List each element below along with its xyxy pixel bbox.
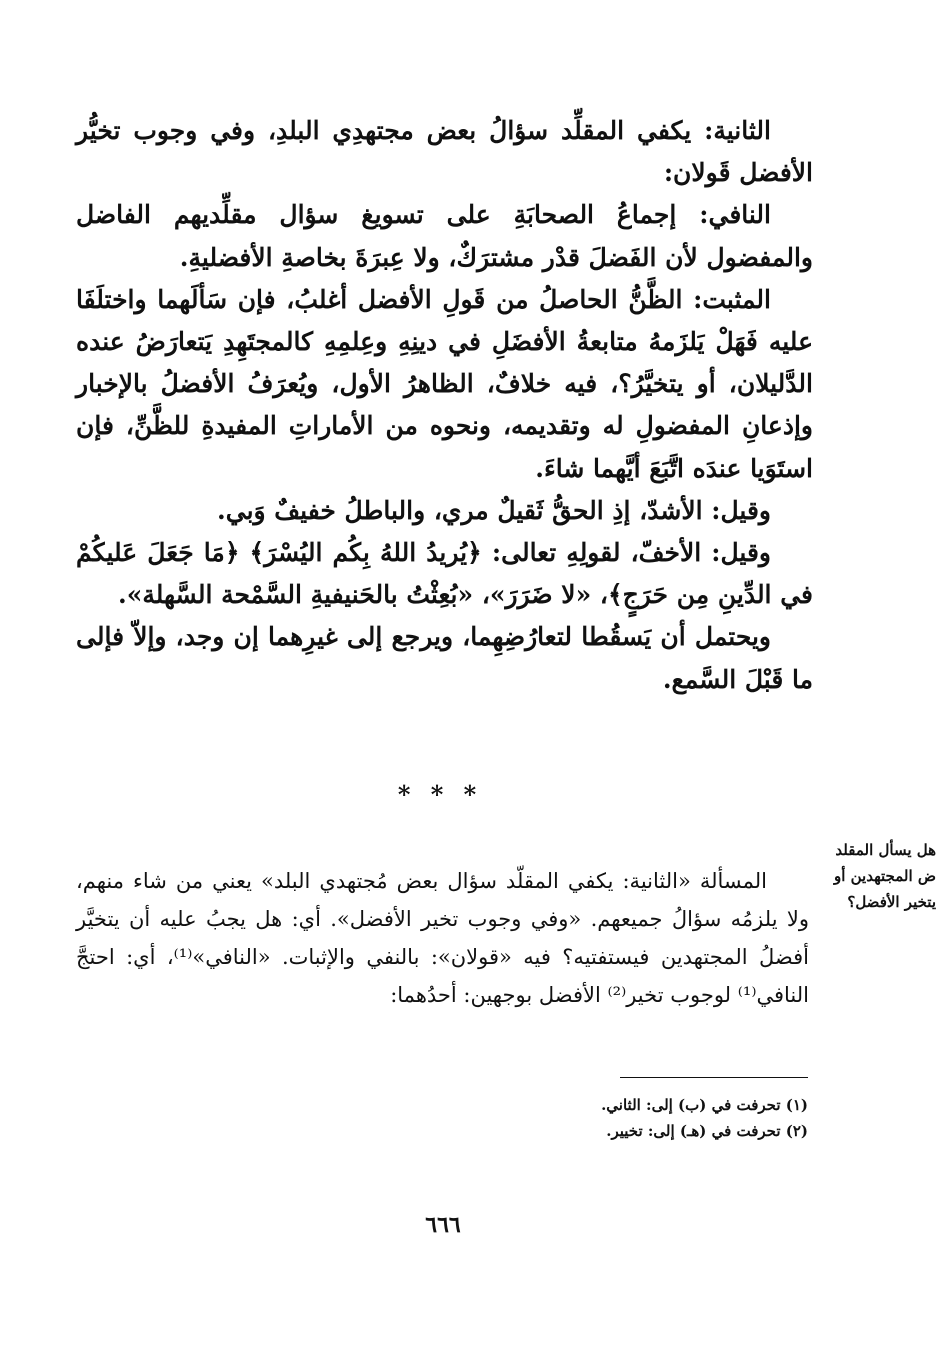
footnote-1: (١) تحرفت في (ب) إلى: الثاني.	[601, 1096, 808, 1114]
main-paragraph-lighter: وقيل: الأخفّ، لقولِهِ تعالى: ﴿يُريدُ اللهُ بِكُم اليُسْرَ﴾ ﴿مَا جَعَلَ عَليكُمْ في الدِّينِ مِن حَرَجٍ﴾، «لا ضَرَرَ»، «بُعِثْتُ بالحَنيفيةِ السَّمْحة السَّهلة».	[76, 538, 813, 610]
margin-note-line: ض المجتهدين أو	[834, 867, 936, 885]
main-paragraph-affirmer: المثبت: الظَّنُّ الحاصلُ من قَولِ الأفضل أغلبُ، فإن سَألَهما واختلَفَا عليه فَهَلْ يَلزَمهُ متابعةُ الأفضَلِ في دينِهِ وعِلمِهِ كالمجتَهِدِ يَتعارَضُ عنده الدَّليلان، أو يتخيَّرُ؟، فيه خلافٌ، الظاهرُ الأول، ويُعرَفُ الأفضلُ بالإخبار وإذعانِ المفضولِ له وتقديمه، ونحوه من الأماراتِ المفيدةِ للظَّنِّ، فإن استَوَيا عندَه اتَّبَعَ أيَّهما شاءَ.	[76, 284, 813, 483]
margin-note-line: يتخير الأفضل؟	[847, 893, 936, 911]
commentary-paragraph: المسألة «الثانية: يكفي المقلّد سؤال بعض مُجتهدي البلد» يعني من شاء منهم، ولا يلزمُه سؤالُ جميعهم. «وفي وجوب تخير الأفضل». أي: هل يجبُ عليه أن يتخيَّر أفضلُ المجتهدين فيستفتيه؟ فيه «قولان»: بالنفي والإثبات. «النافي»⁽¹⁾، أي: احتجَّ النافي⁽¹⁾ لوجوب تخير⁽²⁾ الأفضل بوجهين: أحدُهما:	[76, 869, 809, 1007]
margin-note-line: هل يسأل المقلد	[835, 841, 936, 859]
main-paragraph-second-issue: الثانية: يكفي المقلِّد سؤالُ بعض مجتهدِي البلدِ، وفي وجوب تخيُّر الأفضل قَولان:	[76, 116, 813, 188]
section-separator: * * *	[397, 780, 483, 809]
main-text-block	[76, 110, 813, 701]
page-number: ٦٦٦	[425, 1212, 461, 1238]
margin-note	[812, 837, 936, 915]
main-paragraph-stricter: وقيل: الأشدّ، إذِ الحقُّ ثَقيلٌ مري، والباطلُ خفيفٌ وَبي.	[217, 495, 771, 525]
main-paragraph-both-fall: ويحتمل أن يَسقُطا لتعارُضِهِما، ويرجع إلى غيرِهما إن وجد، وإلاّ فإلى ما قَبْلَ السَّمع.	[76, 622, 813, 694]
main-paragraph-denier: النافي: إجماعُ الصحابَةِ على تسويغ سؤال مقلِّديهم الفاضل والمفضول لأن الفَضلَ قدْر مشترَكٌ، ولا عِبرَةَ بخاصةِ الأفضليةِ.	[76, 200, 813, 272]
footnote-2: (٢) تحرفت في (هـ) إلى: تخيير.	[606, 1122, 808, 1140]
footnotes	[380, 1092, 808, 1144]
commentary-block	[76, 862, 809, 1014]
footnote-divider	[620, 1077, 808, 1078]
